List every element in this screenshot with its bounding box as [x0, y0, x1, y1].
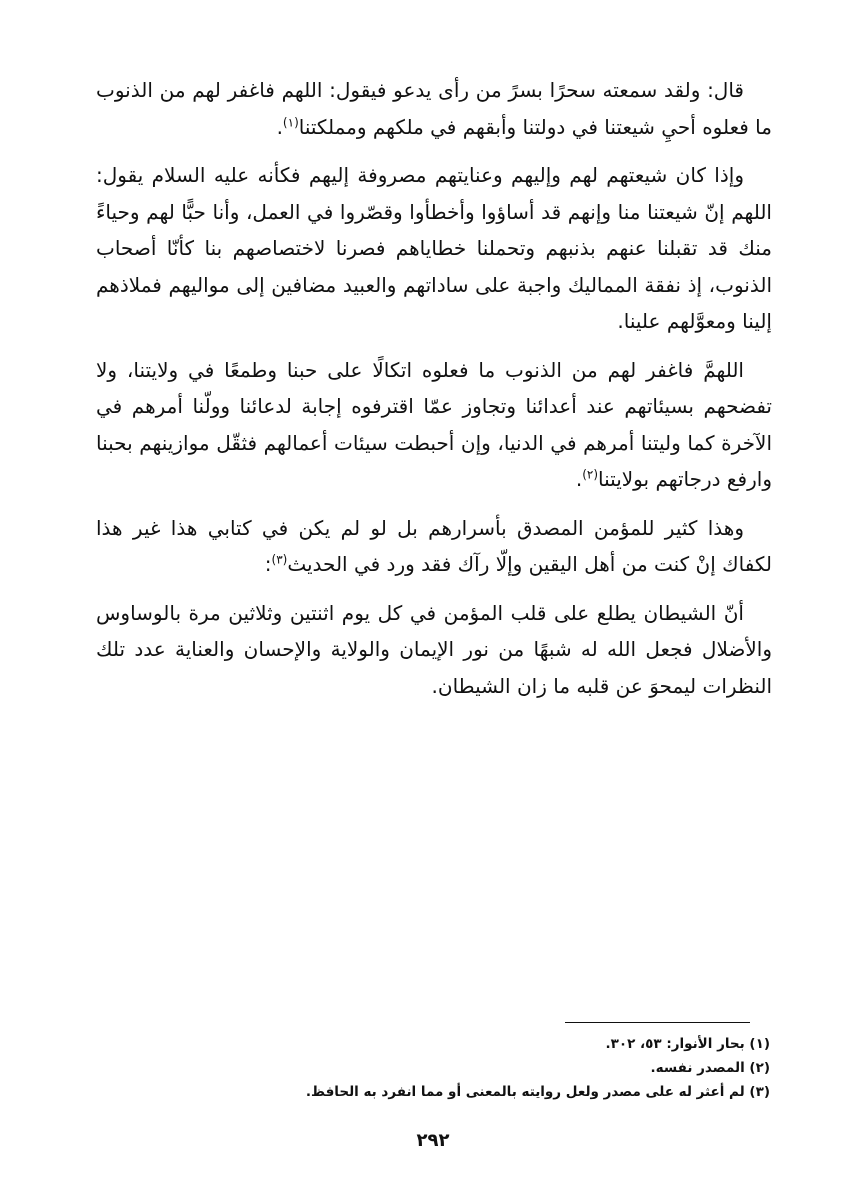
footnote-3: (٣) لم أعثر له على مصدر ولعل روايته بالمعنى أو مما انفرد به الحافظ.	[305, 1084, 770, 1100]
paragraph-1-text: قال: ولقد سمعته سحرًا بسرً من رأى يدعو فيقول: اللهم فاغفر لهم من الذنوب ما فعلوه أحيِ شيعتنا في دولتنا وأبقهم في ملكهم ومملكتنا	[96, 78, 772, 139]
paragraph-2	[96, 157, 772, 340]
footnote-2: (٢) المصدر نفسه.	[650, 1060, 770, 1076]
body-text	[96, 72, 772, 716]
paragraph-3-text: اللهمَّ فاغفر لهم من الذنوب ما فعلوه اتكالًا على حبنا وطمعًا في ولايتنا، ولا تفضحهم بسيئاتهم عند أعدائنا وتجاوز عمّا اقترفوه إجابة لدعائنا وولّنا أمرهم في الآخرة كما وليتنا أمرهم في الدنيا، وإن أحبطت سيئات أعمالهم فثقّل موازينهم بحبنا وارفع درجاتهم بولايتنا	[96, 357, 772, 491]
paragraph-2-text: وإذا كان شيعتهم لهم وإليهم وعنايتهم مصروفة إليهم فكأنه عليه السلام يقول: اللهم إنّ شيعتنا منا وإنهم قد أساؤوا وأخطأوا وقصّروا في العمل، وأنا حبًّا لهم وحياءً منك قد تقبلنا عنهم بذنبهم وتحملنا خطاياهم فصرنا لاختصاصهم بنا كأنّا أصحاب الذنوب، إذ نفقة المماليك واجبة على ساداتهم والعبيد مضافين إلى مواليهم فملاذهم إلينا ومعوَّلهم علينا.	[96, 163, 772, 333]
page-number: ٢٩٢	[416, 1130, 450, 1151]
paragraph-1	[96, 72, 772, 145]
footnote-divider	[565, 1022, 750, 1023]
footnote-marker-2: (٢)	[582, 467, 599, 482]
footnote-marker-1: (١)	[282, 114, 299, 129]
paragraph-4	[96, 510, 772, 583]
footnotes	[200, 1032, 770, 1104]
paragraph-5	[96, 595, 772, 705]
paragraph-3-tail: .	[575, 467, 583, 491]
paragraph-5-text: أنّ الشيطان يطلع على قلب المؤمن في كل يوم اثنتين وثلاثين مرة بالوساوس والأضلال فجعل الله له شبهًا من نور الإيمان والولاية والإحسان والعناية عدد تلك النظرات ليمحوَ عن قلبه ما زان الشيطان.	[96, 600, 772, 698]
footnote-marker-3: (٣)	[271, 552, 288, 567]
paragraph-4-tail: :	[264, 552, 272, 576]
paragraph-4-text: وهذا كثير للمؤمن المصدق بأسرارهم بل لو لم يكن في كتابي هذا غير هذا لكفاك إنْ كنت من أهل اليقين وإلّا رآك فقد ورد في الحديث	[96, 515, 772, 576]
paragraph-3	[96, 352, 772, 498]
footnote-1: (١) بحار الأنوار: ٥٣، ٣٠٢.	[605, 1036, 770, 1052]
paragraph-1-tail: .	[276, 114, 283, 139]
